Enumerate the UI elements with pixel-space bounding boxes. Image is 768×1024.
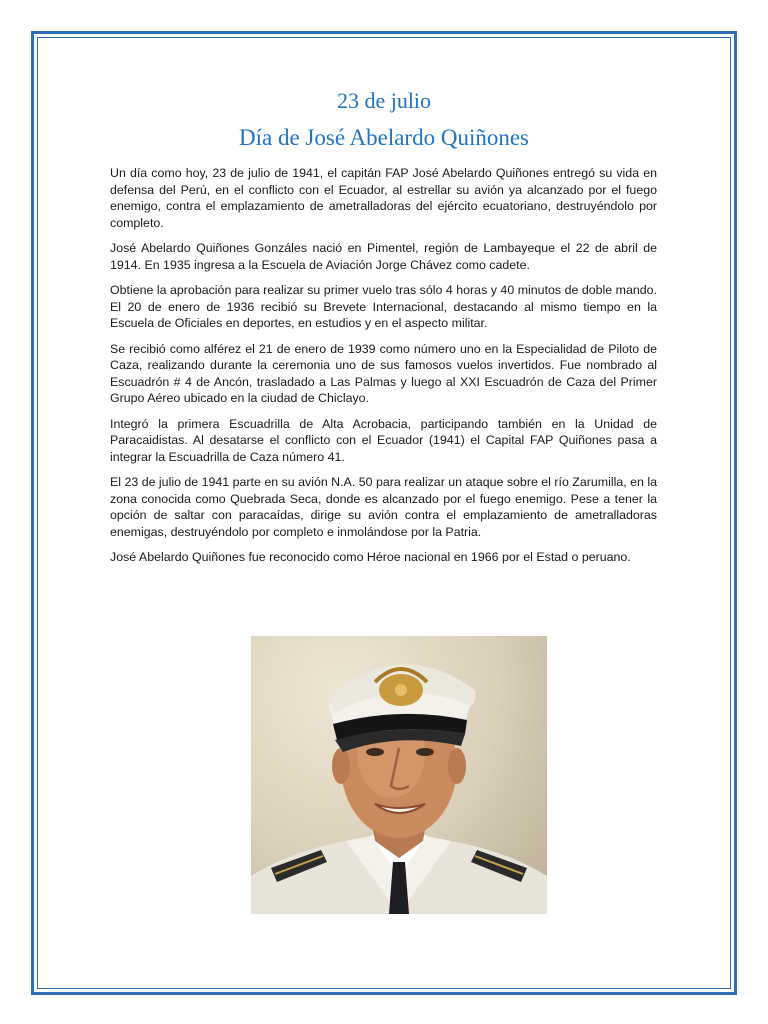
article-body xyxy=(110,165,657,575)
paragraph-4: Se recibió como alférez el 21 de enero de 1939 como número uno en la Especialidad de Piloto de Caza, realizando durante la ceremonia uno de sus famosos vuelos invertidos. Fue nombrado al Escuadrón # 4 de Ancón, trasladado a Las Palmas y luego al XXI Escuadrón de Caza del Primer Grupo Aéreo ubicado en la ciudad de Chiclayo. xyxy=(110,341,657,405)
portrait-image xyxy=(251,636,547,914)
paragraph-1: Un día como hoy, 23 de julio de 1941, el capitán FAP José Abelardo Quiñones entregó su vida en defensa del Perú, en el conflicto con el Ecuador, al estrellar su avión ya alcanzado por el fuego enemigo, contra el emplazamiento de ametralladoras del ejército ecuatoriano, destruyéndolo por completo. xyxy=(110,166,657,230)
page-title-date: 23 de julio xyxy=(336,88,432,113)
paragraph-6: El 23 de julio de 1941 parte en su avión N.A. 50 para realizar un ataque sobre el río Zarumilla, en la zona conocida como Quebrada Seca, donde es alcanzado por el fuego enemigo. Pese a tener la opción de saltar con paracaídas, dirige su avión contra el emplazamiento de ametralladoras enemigas, destruyéndolo por completo e inmolándose por la Patria. xyxy=(110,475,657,539)
paragraph-3: Obtiene la aprobación para realizar su primer vuelo tras sólo 4 horas y 40 minutos de doble mando. El 20 de enero de 1936 recibió su Brevete Internacional, destacando al mismo tiempo en la Escuela de Oficiales en deportes, en estudios y en el aspecto militar. xyxy=(110,283,657,330)
page-title-subtitle: Día de José Abelardo Quiñones xyxy=(239,125,529,150)
paragraph-7: José Abelardo Quiñones fue reconocido como Héroe nacional en 1966 por el Estad o peruano. xyxy=(110,550,631,564)
paragraph-2: José Abelardo Quiñones Gonzáles nació en Pimentel, región de Lambayeque el 22 de abril de 1914. En 1935 ingresa a la Escuela de Aviación Jorge Chávez como cadete. xyxy=(110,241,657,272)
paragraph-5: Integró la primera Escuadrilla de Alta Acrobacia, participando también en la Unidad de Paracaidistas. Al desatarse el conflicto con el Ecuador (1941) el Capital FAP Quiñones pasa a integrar la Escuadrilla de Caza número 41. xyxy=(110,416,657,464)
